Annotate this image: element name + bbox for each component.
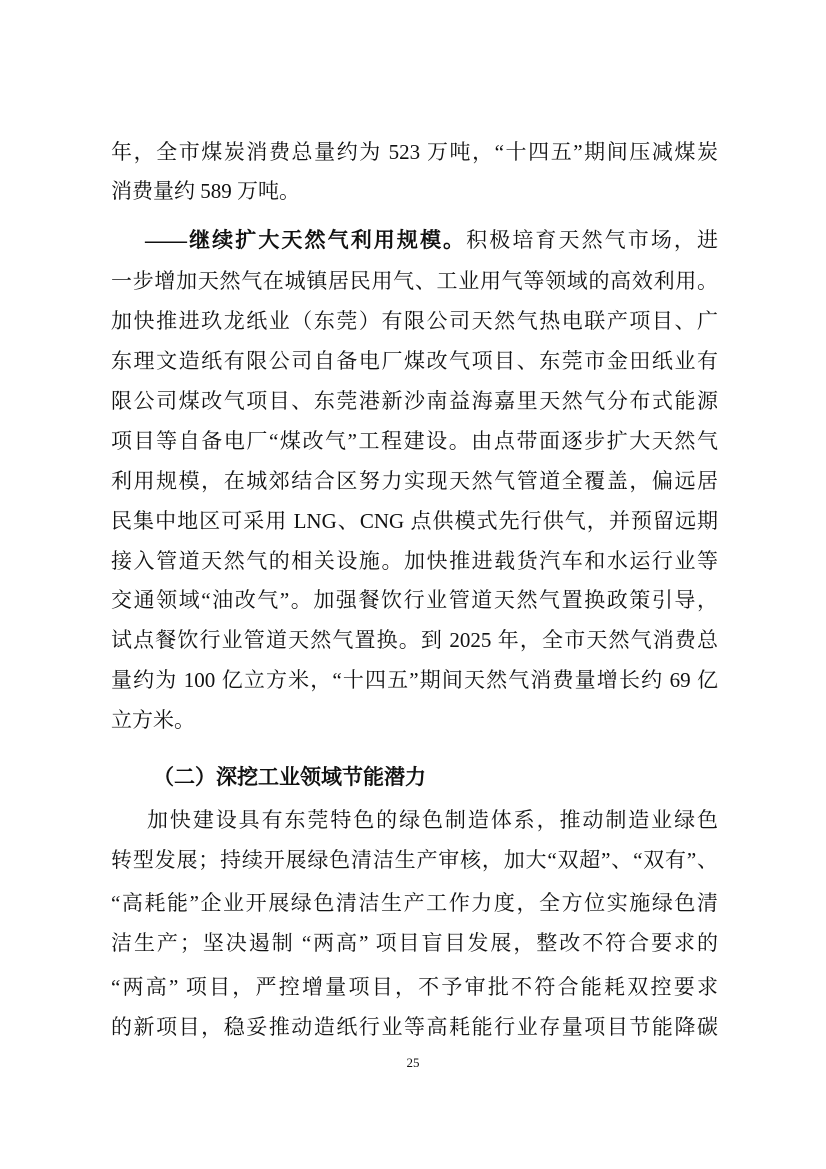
text-line: 限公司煤改气项目、东莞港新沙南益海嘉里天然气分布式能源 [111,389,718,413]
page-number: 25 [406,1055,420,1070]
text-line: 洁生产；坚决遏制 “两高” 项目盲目发展，整改不符合要求的 [111,931,718,955]
text-line: 消费量约 589 万吨。 [111,179,300,203]
text-line: 利用规模，在城郊结合区努力实现天然气管道全覆盖，偏远居 [111,469,718,493]
text-line: 试点餐饮行业管道天然气置换。到 2025 年，全市天然气消费总 [111,628,718,652]
text-line: 立方米。 [111,708,195,732]
bold-lead: ——继续扩大天然气利用规模。 [145,228,467,252]
text-line: 年，全市煤炭消费总量约为 523 万吨，“十四五”期间压减煤炭 [111,140,718,164]
text-line: “高耗能”企业开展绿色清洁生产工作力度，全方位实施绿色清 [111,891,718,915]
text-line: 民集中地区可采用 LNG、CNG 点供模式先行供气，并预留远期 [111,509,718,533]
text-line: 一步增加天然气在城镇居民用气、工业用气等领域的高效利用。 [111,269,718,293]
text-line: 接入管道天然气的相关设施。加快推进载货汽车和水运行业等 [111,549,718,573]
text-line: “两高” 项目，严控增量项目，不予审批不符合能耗双控要求 [111,975,718,999]
text-line: 加快推进玖龙纸业（东莞）有限公司天然气热电联产项目、广 [111,309,718,333]
text-line: 加快建设具有东莞特色的绿色制造体系，推动制造业绿色 [147,808,718,832]
text-line [145,225,718,255]
text-line: 的新项目，稳妥推动造纸行业等高耗能行业存量项目节能降碳 [111,1015,718,1039]
section-heading: （二）深挖工业领域节能潜力 [153,765,426,789]
text-line: 东理文造纸有限公司自备电厂煤改气项目、东莞市金田纸业有 [111,349,718,373]
text-line: 交通领域“油改气”。加强餐饮行业管道天然气置换政策引导， [111,588,718,612]
text-span: 积极培育天然气市场，进 [466,228,719,252]
text-line: 项目等自备电厂“煤改气”工程建设。由点带面逐步扩大天然气 [111,429,718,453]
text-line: 量约为 100 亿立方米，“十四五”期间天然气消费量增长约 69 亿 [111,668,718,692]
text-line: 转型发展；持续开展绿色清洁生产审核，加大“双超”、“双有”、 [111,848,718,872]
